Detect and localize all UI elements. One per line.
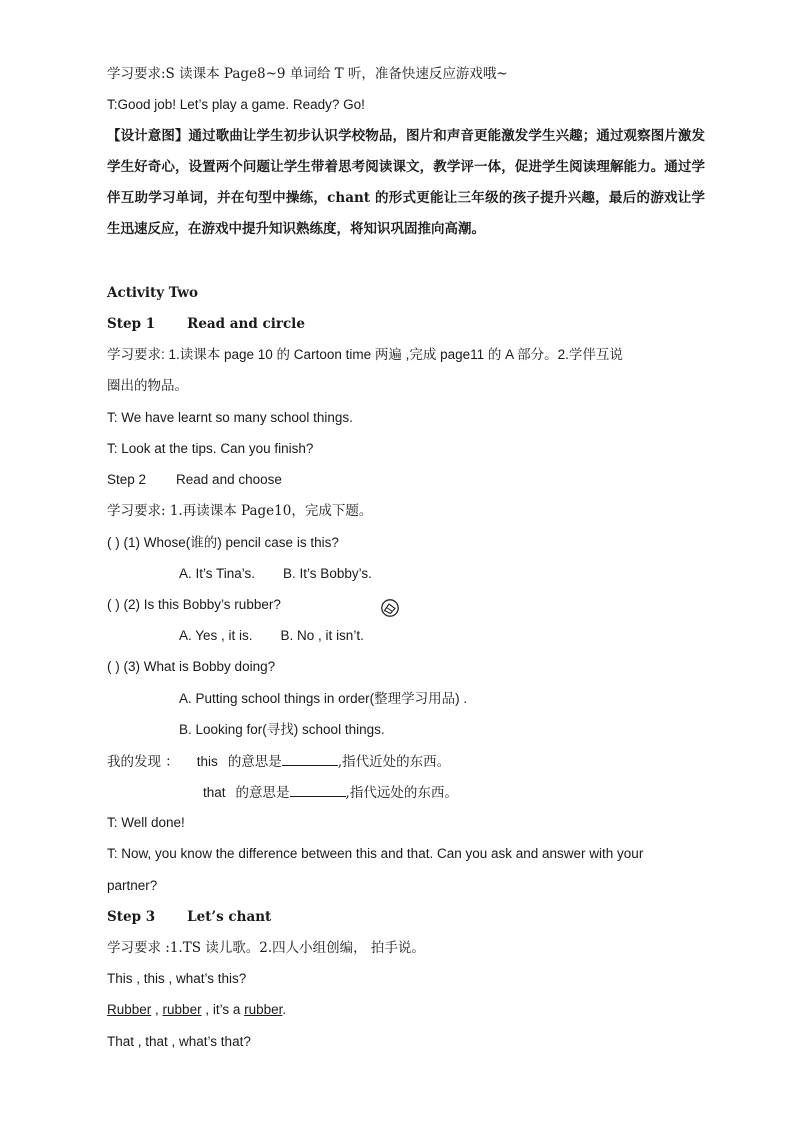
chant-word-rubber-3: rubber	[244, 1002, 283, 1017]
design-intent-paragraph: 【设计意图】通过歌曲让学生初步认识学校物品，图片和声音更能激发学生兴趣；通过观察图片激发学生好奇心，设置两个问题让学生带着思考阅读课文，教学评一体，促进学生阅读理解能力。通过学伴互助学习单词，并在句型中操练，chant 的形式更能让三年级的孩子提升兴趣，最后的游戏让学生迅速反应，在游戏中提升知识熟练度，将知识巩固推向高潮。	[107, 128, 705, 237]
discovery-this-line	[107, 751, 450, 772]
step2-title: Read and choose	[176, 472, 282, 487]
step2-teacher-line-1: T: Well done!	[107, 815, 185, 830]
discovery-label: 我的发现 ：	[107, 754, 179, 770]
step2-requirement: 学习要求: 1.再读课本 Page10，完成下题。	[107, 503, 373, 519]
activity-title: Activity Two	[107, 285, 198, 301]
step1-requirement-line-2: 圈出的物品。	[107, 378, 188, 394]
option-2b: B. No , it isn’t.	[280, 628, 364, 643]
that-meaning-pre: 的意思是	[235, 785, 290, 801]
chant-line-3: That , that , what’s that?	[107, 1034, 251, 1049]
step2-label: Step 2	[107, 472, 147, 487]
question-2-text: (2) Is this Bobby’s rubber?	[123, 597, 281, 612]
answer-blank-3[interactable]: ( )	[107, 659, 120, 674]
step3-title: Let’s chant	[187, 909, 272, 925]
option-3a: A. Putting school things in order(整理学习用品) .	[179, 691, 468, 706]
this-word: this	[196, 754, 218, 769]
this-meaning-post: ,指代近处的东西。	[337, 754, 451, 770]
step1-teacher-line-1: T: We have learnt so many school things.	[107, 410, 353, 425]
step1-heading	[107, 314, 305, 334]
rubber-eraser-icon	[380, 598, 400, 618]
option-2a: A. Yes , it is.	[179, 628, 253, 643]
step2-teacher-line-2: T: Now, you know the difference between this and that. Can you ask and answer with your	[107, 846, 644, 861]
step3-heading	[107, 907, 271, 927]
this-meaning-pre: 的意思是	[227, 754, 282, 770]
intro-requirement: 学习要求:S 读课本 Page8~9 单词给 T 听，准备快速反应游戏哦~	[107, 66, 508, 82]
chant-word-rubber-2: rubber	[162, 1002, 202, 1017]
answer-blank-1[interactable]: ( )	[107, 535, 120, 550]
question-3	[107, 657, 275, 677]
question-1	[107, 533, 339, 553]
step1-label: Step 1	[107, 316, 156, 332]
question-2-options	[179, 626, 364, 646]
chant-middle: , it’s a	[201, 1002, 245, 1017]
discovery-that-line	[203, 782, 458, 803]
option-3b: B. Looking for(寻找) school things.	[179, 722, 385, 737]
chant-separator: ,	[151, 1002, 163, 1017]
that-meaning-post: ,指代远处的东西。	[345, 785, 458, 801]
intro-teacher-line: T:Good job! Let’s play a game. Ready? Go!	[107, 97, 365, 112]
answer-blank-2[interactable]: ( )	[107, 597, 120, 612]
chant-end: .	[282, 1002, 287, 1017]
question-3-text: (3) What is Bobby doing?	[123, 659, 276, 674]
step1-requirement-line-1: 学习要求: 1.读课本 page 10 的 Cartoon time 两遍 ,完成 page11 的 A 部分。2.学伴互说	[107, 347, 623, 362]
that-word: that	[203, 785, 226, 800]
step2-heading	[107, 470, 282, 490]
this-meaning-blank[interactable]	[282, 751, 338, 766]
option-1b: B. It’s Bobby’s.	[283, 566, 372, 581]
question-1-options	[179, 564, 372, 584]
question-1-text: (1) Whose(谁的) pencil case is this?	[123, 535, 339, 550]
step3-label: Step 3	[107, 909, 156, 925]
question-2	[107, 595, 281, 615]
chant-line-2	[107, 1000, 286, 1020]
that-meaning-blank[interactable]	[290, 782, 346, 797]
chant-line-1: This , this , what’s this?	[107, 971, 247, 986]
step1-teacher-line-2: T: Look at the tips. Can you finish?	[107, 441, 314, 456]
step2-teacher-line-3: partner?	[107, 878, 158, 893]
option-1a: A. It’s Tina’s.	[179, 566, 256, 581]
chant-word-rubber-1: Rubber	[107, 1002, 152, 1017]
step3-requirement: 学习要求 :1.TS 读儿歌。2.四人小组创编， 拍手说。	[107, 940, 425, 956]
step1-title: Read and circle	[187, 316, 305, 332]
